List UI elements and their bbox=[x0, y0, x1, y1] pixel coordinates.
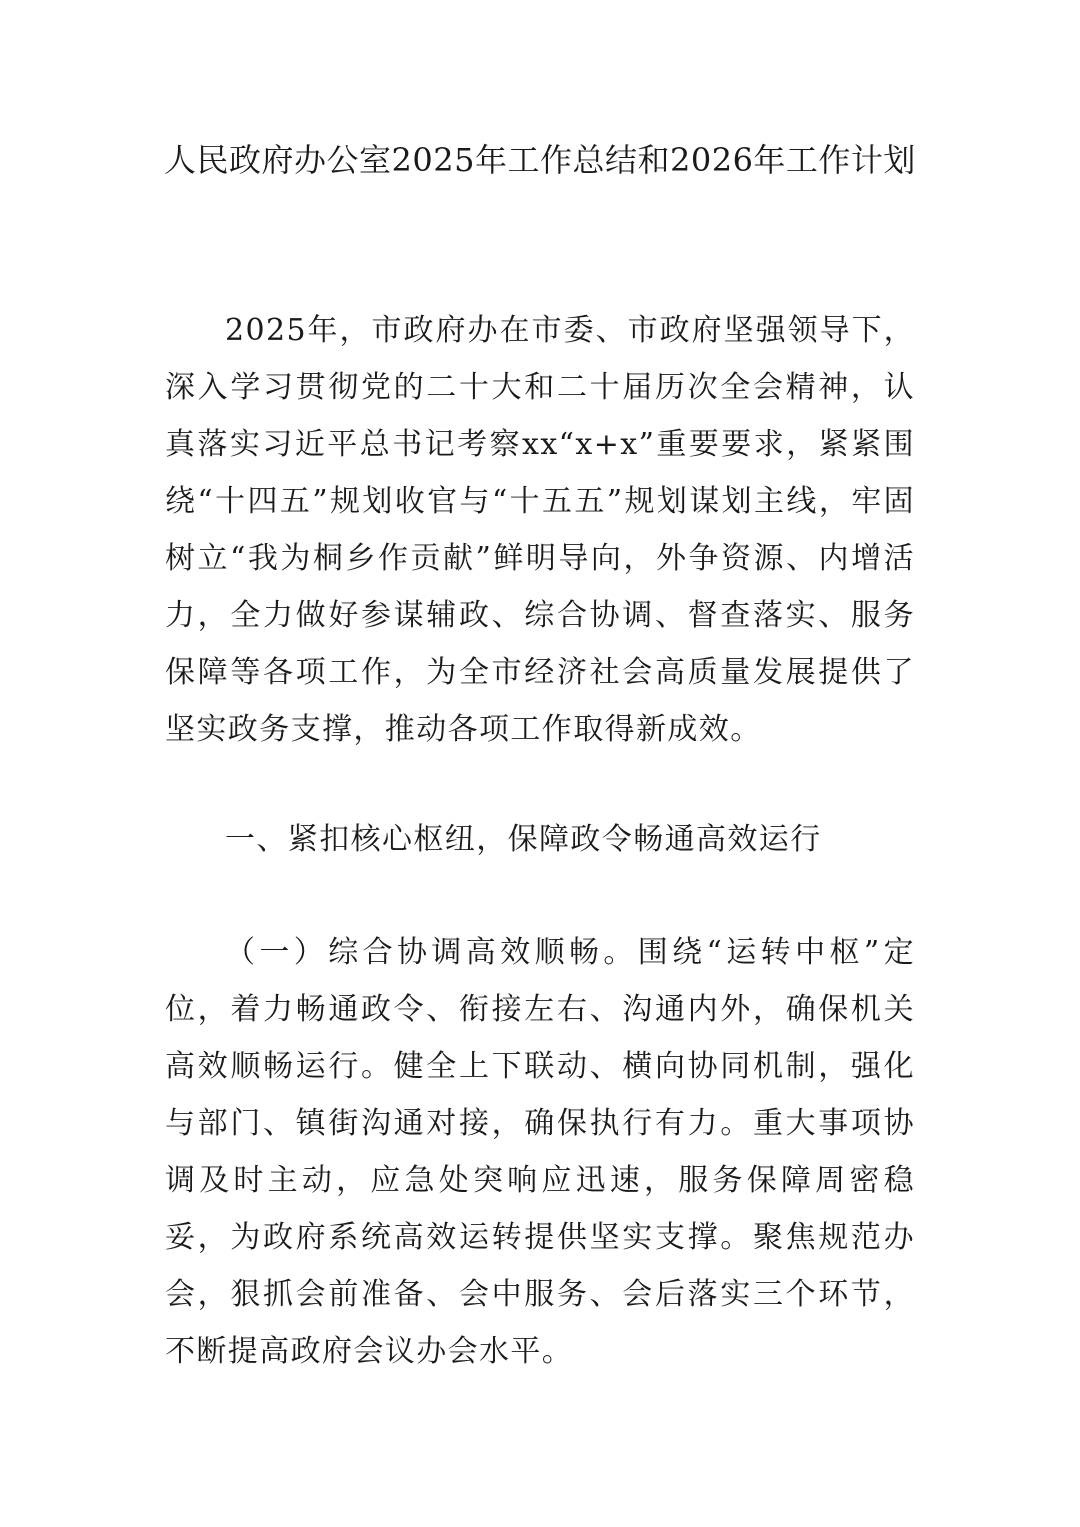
document-title: 人民政府办公室2025年工作总结和2026年工作计划 bbox=[164, 141, 916, 179]
section-1-1-paragraph: （一）综合协调高效顺畅。围绕“运转中枢”定位，着力畅通政令、衔接左右、沟通内外，确保机关高效顺畅运行。健全上下联动、横向协同机制，强化与部门、镇街沟通对接，确保执行有力。重大事项协调及时主动，应急处突响应迅速，服务保障周密稳妥，为政府系统高效运转提供坚实支撑。聚焦规范办会，狠抓会前准备、会中服务、会后落实三个环节，不断提高政府会议办会水平。 bbox=[165, 935, 915, 1369]
intro-paragraph: 2025年，市政府办在市委、市政府坚强领导下，深入学习贯彻党的二十大和二十届历次全会精神，认真落实习近平总书记考察xx“x+x”重要要求，紧紧围绕“十四五”规划收官与“十五五”规划谋划主线，牢固树立“我为桐乡作贡献”鲜明导向，外争资源、内增活力，全力做好参谋辅政、综合协调、督查落实、服务保障等各项工作，为全市经济社会高质量发展提供了坚实政务支撑，推动各项工作取得新成效。 bbox=[165, 313, 915, 747]
section-1-heading: 一、紧扣核心枢纽，保障政令畅通高效运行 bbox=[225, 822, 822, 857]
